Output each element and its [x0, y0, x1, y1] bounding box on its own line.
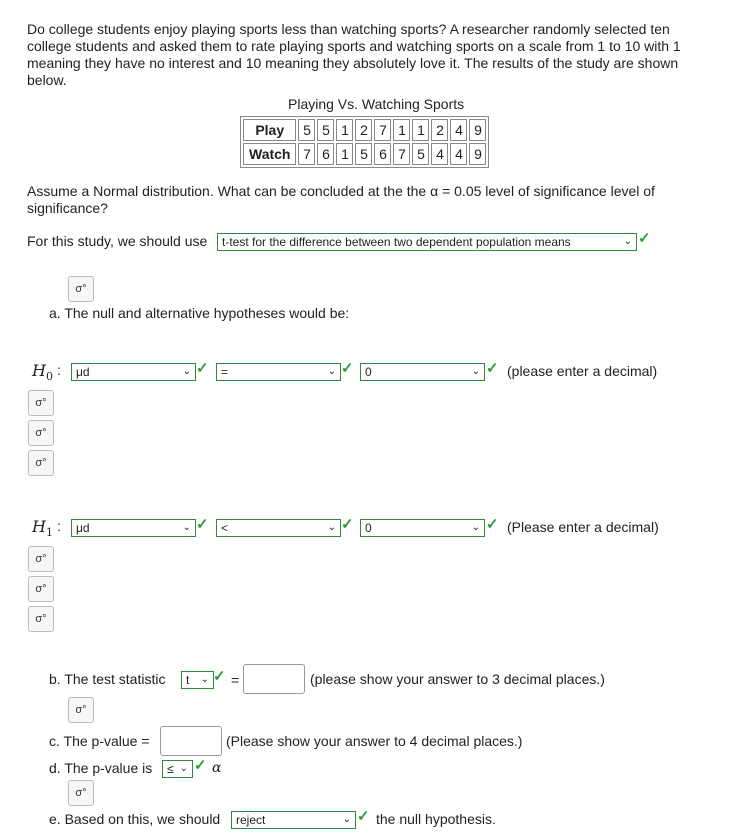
p-value-input[interactable] — [160, 726, 222, 756]
h1-param-value: μd — [76, 521, 90, 535]
h0-op-value: = — [221, 365, 229, 379]
table-cell: 1 — [336, 119, 353, 141]
table-cell: 1 — [412, 119, 429, 141]
h0-colon: : — [57, 362, 61, 378]
table-row-play — [243, 119, 486, 141]
math-tools-icon[interactable]: σ° — [28, 420, 54, 446]
h1-label: $H_1$ — [32, 517, 53, 540]
check-icon: ✓ — [486, 516, 499, 533]
h0-value-select[interactable] — [360, 363, 485, 381]
chevron-down-icon: ⌄ — [471, 366, 480, 377]
chevron-down-icon: ⌄ — [179, 763, 188, 774]
math-tools-icon[interactable]: σ° — [28, 546, 54, 572]
h1-value-select[interactable] — [360, 519, 485, 537]
check-icon: ✓ — [341, 360, 354, 377]
question-intro: Do college students enjoy playing sports less than watching sports? A researcher randomly selected ten college students and asked them to rate playing sports and watching sports on a scale from 1 to 10 with 1 meaning they have no interest and 10 meaning they absolutely love it. The results of the study are shown below. — [27, 21, 681, 88]
part-b-text: b. The test statistic — [49, 671, 166, 687]
table-cell: 4 — [450, 119, 467, 141]
math-tools-icon[interactable]: σ° — [68, 697, 94, 723]
table-cell: 7 — [298, 143, 315, 165]
chevron-down-icon: ⌄ — [342, 814, 351, 825]
table-cell: 9 — [469, 119, 486, 141]
check-icon: ✓ — [196, 360, 209, 377]
chevron-down-icon: ⌄ — [182, 522, 191, 533]
table-cell: 6 — [317, 143, 334, 165]
test-type-select[interactable] — [217, 233, 637, 251]
p-value-comparison-select[interactable] — [162, 760, 193, 778]
math-tools-icon[interactable]: σ° — [68, 276, 94, 302]
chevron-down-icon: ⌄ — [327, 522, 336, 533]
chevron-down-icon: ⌄ — [327, 366, 336, 377]
table-cell: 4 — [450, 143, 467, 165]
h1-value-value: 0 — [365, 521, 372, 535]
check-icon: ✓ — [196, 516, 209, 533]
h0-label: $H_0$ — [32, 361, 53, 384]
math-tools-icon[interactable]: σ° — [28, 606, 54, 632]
h1-colon: : — [57, 518, 61, 534]
study-label: For this study, we should use — [27, 233, 208, 249]
table-cell: 4 — [431, 143, 448, 165]
decision-value: reject — [236, 813, 266, 827]
table-cell: 7 — [393, 143, 410, 165]
h0-value-value: 0 — [365, 365, 372, 379]
h1-param-select[interactable] — [71, 519, 196, 537]
table-cell: 5 — [317, 119, 334, 141]
math-tools-icon[interactable]: σ° — [28, 576, 54, 602]
row-header: Watch — [243, 143, 296, 165]
part-e-text: e. Based on this, we should — [49, 811, 221, 827]
part-e-suffix: the null hypothesis. — [376, 811, 496, 827]
row-header: Play — [243, 119, 296, 141]
table-cell: 1 — [336, 143, 353, 165]
h0-param-select[interactable] — [71, 363, 196, 381]
chevron-down-icon: ⌄ — [623, 236, 632, 247]
table-cell: 7 — [374, 119, 391, 141]
check-icon: ✓ — [638, 230, 651, 247]
table-cell: 9 — [469, 143, 486, 165]
test-type-value: t-test for the difference between two dependent population means — [222, 235, 571, 249]
table-row-watch — [243, 143, 486, 165]
table-title: Playing Vs. Watching Sports — [288, 96, 465, 112]
question-text: Assume a Normal distribution. What can be concluded at the the α = 0.05 level of significance level of significance? — [27, 183, 655, 216]
table-cell: 5 — [298, 119, 315, 141]
decision-select[interactable] — [231, 811, 356, 829]
part-a-text: a. The null and alternative hypotheses would be: — [49, 305, 350, 321]
test-statistic-input[interactable] — [243, 664, 305, 694]
part-b-note: (please show your answer to 3 decimal places.) — [310, 671, 605, 687]
test-stat-select[interactable] — [181, 671, 214, 689]
check-icon: ✓ — [486, 360, 499, 377]
table-cell: 2 — [431, 119, 448, 141]
table-cell: 6 — [374, 143, 391, 165]
chevron-down-icon: ⌄ — [471, 522, 480, 533]
math-tools-icon[interactable]: σ° — [28, 390, 54, 416]
math-tools-icon[interactable]: σ° — [68, 780, 94, 806]
chevron-down-icon: ⌄ — [182, 366, 191, 377]
test-stat-value: t — [186, 673, 190, 687]
check-icon: ✓ — [341, 516, 354, 533]
part-c-note: (Please show your answer to 4 decimal places.) — [226, 733, 523, 749]
table-cell: 5 — [355, 143, 372, 165]
h0-op-select[interactable] — [216, 363, 341, 381]
h0-note: (please enter a decimal) — [507, 363, 658, 379]
part-d-text: d. The p-value is — [49, 760, 153, 776]
h1-op-value: < — [221, 521, 229, 535]
table-cell: 1 — [393, 119, 410, 141]
equals-sign: = — [231, 672, 240, 688]
table-cell: 2 — [355, 119, 372, 141]
h1-op-select[interactable] — [216, 519, 341, 537]
check-icon: ✓ — [357, 808, 370, 825]
data-table — [240, 116, 489, 168]
math-tools-icon[interactable]: σ° — [28, 450, 54, 476]
alpha-symbol: α — [212, 760, 222, 776]
check-icon: ✓ — [213, 668, 226, 685]
check-icon: ✓ — [194, 757, 207, 774]
h0-param-value: μd — [76, 365, 90, 379]
comparison-value: ≤ — [167, 762, 174, 776]
chevron-down-icon: ⌄ — [200, 674, 209, 685]
part-c-text: c. The p-value = — [49, 733, 150, 749]
h1-note: (Please enter a decimal) — [507, 519, 659, 535]
table-cell: 5 — [412, 143, 429, 165]
